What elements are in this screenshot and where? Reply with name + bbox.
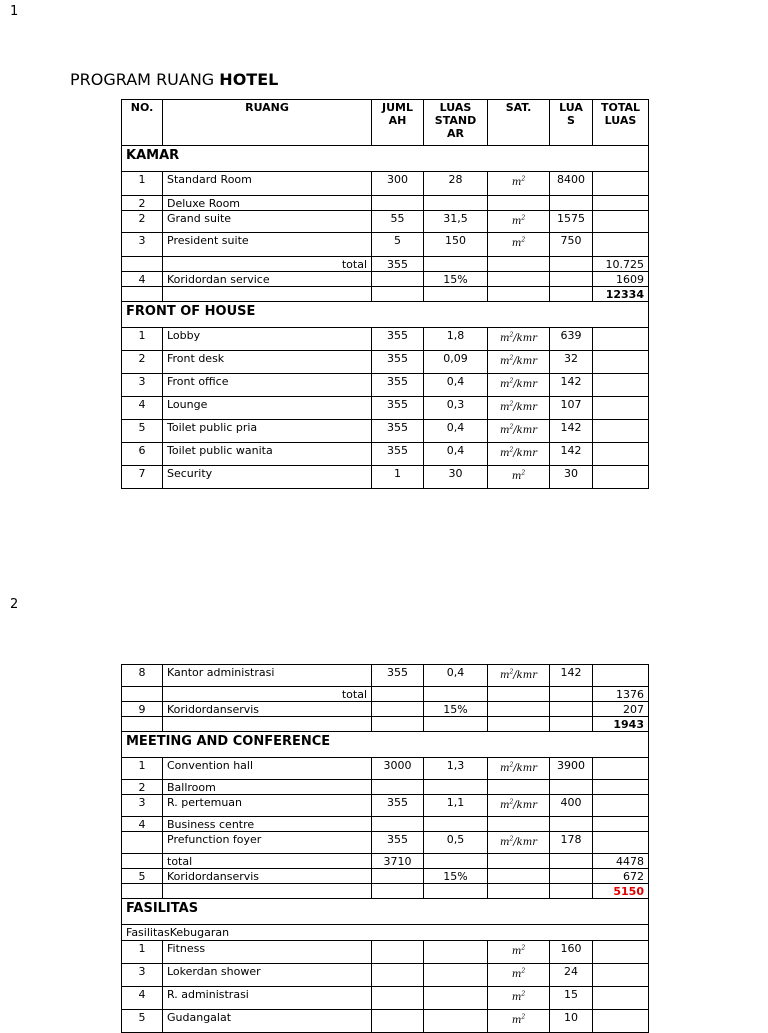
table-row bbox=[122, 420, 649, 443]
row-luas-standar: 1,1 bbox=[424, 795, 488, 817]
row-total bbox=[593, 351, 649, 374]
row-jumlah: 355 bbox=[372, 397, 424, 420]
row-total bbox=[593, 328, 649, 351]
header-jumlah: JUML AH bbox=[372, 100, 424, 146]
row-no: 2 bbox=[122, 351, 163, 374]
row-total bbox=[593, 211, 649, 233]
koridor-total: 1609 bbox=[593, 272, 649, 287]
unit-m2: $m^2$ bbox=[511, 237, 526, 250]
row-luas-standar bbox=[424, 964, 488, 987]
row-ruang: Kantor administrasi bbox=[163, 665, 372, 687]
row-luas-standar: 31,5 bbox=[424, 211, 488, 233]
row-luas-standar: 0,5 bbox=[424, 832, 488, 854]
grand-total: 5150 bbox=[593, 884, 649, 899]
row-no: 8 bbox=[122, 665, 163, 687]
unit-m2-per-kmr: $m^2$/kmr bbox=[499, 332, 537, 345]
row-ruang: Ballroom bbox=[163, 780, 372, 795]
unit-m2: $m^2$ bbox=[511, 215, 526, 228]
row-sat bbox=[488, 964, 550, 987]
row-total bbox=[593, 780, 649, 795]
total-luas: 10.725 bbox=[593, 257, 649, 272]
row-jumlah: 300 bbox=[372, 172, 424, 196]
row-jumlah: 1 bbox=[372, 466, 424, 489]
row-luas: 750 bbox=[550, 233, 593, 257]
header-luas-standar: LUAS STAND AR bbox=[424, 100, 488, 146]
table-row bbox=[122, 702, 649, 717]
row-sat bbox=[488, 420, 550, 443]
row-no: 4 bbox=[122, 987, 163, 1010]
header-luas: LUA S bbox=[550, 100, 593, 146]
total-jumlah: 355 bbox=[372, 257, 424, 272]
row-total bbox=[593, 466, 649, 489]
row-ruang: Lobby bbox=[163, 328, 372, 351]
unit-m2-per-kmr: $m^2$/kmr bbox=[499, 355, 537, 368]
row-luas: 15 bbox=[550, 987, 593, 1010]
koridor-ruang: Koridordanservis bbox=[163, 702, 372, 717]
row-luas-standar bbox=[424, 817, 488, 832]
row-no: 4 bbox=[122, 397, 163, 420]
table-row bbox=[122, 987, 649, 1010]
row-no bbox=[122, 832, 163, 854]
row-no: 5 bbox=[122, 1010, 163, 1033]
unit-m2-per-kmr: $m^2$/kmr bbox=[499, 424, 537, 437]
row-luas: 400 bbox=[550, 795, 593, 817]
row-ruang: Toilet public wanita bbox=[163, 443, 372, 466]
section-title-front-of-house: FRONT OF HOUSE bbox=[122, 302, 649, 328]
koridor-no: 5 bbox=[122, 869, 163, 884]
table-header-row bbox=[122, 100, 649, 146]
row-sat bbox=[488, 172, 550, 196]
koridor-percent: 15% bbox=[424, 869, 488, 884]
unit-m2-per-kmr: $m^2$/kmr bbox=[499, 378, 537, 391]
row-luas: 30 bbox=[550, 466, 593, 489]
table-row bbox=[122, 257, 649, 272]
row-no: 6 bbox=[122, 443, 163, 466]
table-row bbox=[122, 717, 649, 732]
table-row bbox=[122, 780, 649, 795]
unit-m2: $m^2$ bbox=[511, 1014, 526, 1027]
table-row bbox=[122, 687, 649, 702]
row-sat bbox=[488, 795, 550, 817]
subsection-title: FasilitasKebugaran bbox=[122, 925, 649, 941]
row-sat bbox=[488, 328, 550, 351]
row-no: 2 bbox=[122, 780, 163, 795]
table-row bbox=[122, 758, 649, 780]
row-total bbox=[593, 397, 649, 420]
table-row bbox=[122, 795, 649, 817]
row-total bbox=[593, 941, 649, 964]
row-ruang: Security bbox=[163, 466, 372, 489]
table-row bbox=[122, 665, 649, 687]
row-luas: 639 bbox=[550, 328, 593, 351]
room-program-table-page1 bbox=[121, 99, 649, 489]
koridor-ruang: Koridordan service bbox=[163, 272, 372, 287]
row-sat bbox=[488, 941, 550, 964]
row-luas-standar: 1,8 bbox=[424, 328, 488, 351]
header-total-luas: TOTAL LUAS bbox=[593, 100, 649, 146]
row-total bbox=[593, 233, 649, 257]
header-ruang: RUANG bbox=[163, 100, 372, 146]
unit-m2: $m^2$ bbox=[511, 991, 526, 1004]
row-jumlah: 355 bbox=[372, 351, 424, 374]
row-sat bbox=[488, 780, 550, 795]
row-ruang: Standard Room bbox=[163, 172, 372, 196]
row-luas-standar: 0,4 bbox=[424, 420, 488, 443]
unit-m2-per-kmr: $m^2$/kmr bbox=[499, 762, 537, 775]
row-ruang: Front desk bbox=[163, 351, 372, 374]
koridor-ruang: Koridordanservis bbox=[163, 869, 372, 884]
row-no: 1 bbox=[122, 172, 163, 196]
row-ruang: Lounge bbox=[163, 397, 372, 420]
row-luas-standar: 30 bbox=[424, 466, 488, 489]
total-luas: 4478 bbox=[593, 854, 649, 869]
row-total bbox=[593, 758, 649, 780]
koridor-total: 672 bbox=[593, 869, 649, 884]
grand-total: 1943 bbox=[593, 717, 649, 732]
row-sat bbox=[488, 374, 550, 397]
row-sat bbox=[488, 987, 550, 1010]
row-sat bbox=[488, 1010, 550, 1033]
row-no: 4 bbox=[122, 817, 163, 832]
table-row bbox=[122, 466, 649, 489]
table-row bbox=[122, 172, 649, 196]
header-sat: SAT. bbox=[488, 100, 550, 146]
row-luas: 3900 bbox=[550, 758, 593, 780]
row-jumlah: 355 bbox=[372, 420, 424, 443]
section-title-meeting: MEETING AND CONFERENCE bbox=[122, 732, 649, 758]
koridor-no: 9 bbox=[122, 702, 163, 717]
row-total bbox=[593, 374, 649, 397]
row-luas: 142 bbox=[550, 374, 593, 397]
unit-m2-per-kmr: $m^2$/kmr bbox=[499, 447, 537, 460]
row-luas: 142 bbox=[550, 665, 593, 687]
table-row bbox=[122, 854, 649, 869]
row-total bbox=[593, 795, 649, 817]
row-luas: 8400 bbox=[550, 172, 593, 196]
row-luas bbox=[550, 780, 593, 795]
unit-m2-per-kmr: $m^2$/kmr bbox=[499, 401, 537, 414]
row-sat bbox=[488, 443, 550, 466]
row-no: 7 bbox=[122, 466, 163, 489]
row-luas-standar bbox=[424, 196, 488, 211]
row-luas-standar: 0,3 bbox=[424, 397, 488, 420]
row-sat bbox=[488, 351, 550, 374]
row-sat bbox=[488, 397, 550, 420]
row-total bbox=[593, 196, 649, 211]
total-luas: 1376 bbox=[593, 687, 649, 702]
total-label: total bbox=[163, 854, 372, 869]
koridor-percent: 15% bbox=[424, 272, 488, 287]
row-jumlah: 355 bbox=[372, 328, 424, 351]
page-number: 1 bbox=[10, 4, 19, 19]
table-row bbox=[122, 964, 649, 987]
row-jumlah: 355 bbox=[372, 665, 424, 687]
row-luas bbox=[550, 196, 593, 211]
row-jumlah bbox=[372, 987, 424, 1010]
row-jumlah: 5 bbox=[372, 233, 424, 257]
row-jumlah: 355 bbox=[372, 443, 424, 466]
row-no: 1 bbox=[122, 328, 163, 351]
page-title bbox=[70, 70, 278, 89]
row-sat bbox=[488, 832, 550, 854]
row-luas-standar: 0,4 bbox=[424, 374, 488, 397]
row-luas-standar: 0,09 bbox=[424, 351, 488, 374]
row-jumlah bbox=[372, 817, 424, 832]
row-luas-standar: 0,4 bbox=[424, 443, 488, 466]
row-luas: 142 bbox=[550, 420, 593, 443]
row-luas-standar: 150 bbox=[424, 233, 488, 257]
row-luas-standar: 0,4 bbox=[424, 665, 488, 687]
total-label: total bbox=[163, 257, 372, 272]
table-row bbox=[122, 817, 649, 832]
row-no: 2 bbox=[122, 211, 163, 233]
title-prefix: PROGRAM RUANG bbox=[70, 70, 220, 89]
row-sat bbox=[488, 817, 550, 832]
table-row bbox=[122, 272, 649, 287]
row-total bbox=[593, 1010, 649, 1033]
row-luas bbox=[550, 817, 593, 832]
row-luas-standar bbox=[424, 941, 488, 964]
table-row bbox=[122, 196, 649, 211]
row-luas: 178 bbox=[550, 832, 593, 854]
row-ruang: Convention hall bbox=[163, 758, 372, 780]
row-ruang: Deluxe Room bbox=[163, 196, 372, 211]
row-jumlah: 355 bbox=[372, 795, 424, 817]
row-no: 3 bbox=[122, 795, 163, 817]
row-total bbox=[593, 443, 649, 466]
row-total bbox=[593, 172, 649, 196]
row-sat bbox=[488, 211, 550, 233]
row-no: 3 bbox=[122, 964, 163, 987]
room-program-table-page2 bbox=[121, 664, 649, 1033]
row-no: 2 bbox=[122, 196, 163, 211]
row-ruang: Toilet public pria bbox=[163, 420, 372, 443]
row-luas: 160 bbox=[550, 941, 593, 964]
table-row bbox=[122, 832, 649, 854]
table-row bbox=[122, 233, 649, 257]
row-luas: 10 bbox=[550, 1010, 593, 1033]
row-sat bbox=[488, 665, 550, 687]
title-bold: HOTEL bbox=[219, 70, 279, 89]
row-luas: 1575 bbox=[550, 211, 593, 233]
unit-m2: $m^2$ bbox=[511, 470, 526, 483]
row-ruang: Grand suite bbox=[163, 211, 372, 233]
row-total bbox=[593, 420, 649, 443]
row-jumlah bbox=[372, 1010, 424, 1033]
table-row bbox=[122, 869, 649, 884]
unit-m2-per-kmr: $m^2$/kmr bbox=[499, 799, 537, 812]
unit-m2-per-kmr: $m^2$/kmr bbox=[499, 836, 537, 849]
table-row bbox=[122, 351, 649, 374]
row-ruang: R. administrasi bbox=[163, 987, 372, 1010]
row-luas: 24 bbox=[550, 964, 593, 987]
table-row bbox=[122, 374, 649, 397]
section-title-kamar: KAMAR bbox=[122, 146, 649, 172]
table-row bbox=[122, 287, 649, 302]
row-jumlah bbox=[372, 780, 424, 795]
row-jumlah bbox=[372, 196, 424, 211]
row-luas-standar bbox=[424, 987, 488, 1010]
total-jumlah: 3710 bbox=[372, 854, 424, 869]
row-luas-standar bbox=[424, 1010, 488, 1033]
row-luas-standar bbox=[424, 780, 488, 795]
table-row bbox=[122, 884, 649, 899]
page-number: 2 bbox=[10, 597, 19, 612]
row-luas: 32 bbox=[550, 351, 593, 374]
table-row bbox=[122, 1010, 649, 1033]
row-total bbox=[593, 832, 649, 854]
row-luas: 107 bbox=[550, 397, 593, 420]
row-sat bbox=[488, 196, 550, 211]
row-no: 5 bbox=[122, 420, 163, 443]
row-ruang: Front office bbox=[163, 374, 372, 397]
row-total bbox=[593, 987, 649, 1010]
row-ruang: R. pertemuan bbox=[163, 795, 372, 817]
table-row bbox=[122, 941, 649, 964]
header-no: NO. bbox=[122, 100, 163, 146]
unit-m2: $m^2$ bbox=[511, 945, 526, 958]
row-luas: 142 bbox=[550, 443, 593, 466]
row-ruang: Fitness bbox=[163, 941, 372, 964]
table-row bbox=[122, 211, 649, 233]
total-label: total bbox=[163, 687, 372, 702]
section-title-fasilitas: FASILITAS bbox=[122, 899, 649, 925]
row-no: 3 bbox=[122, 374, 163, 397]
row-jumlah: 355 bbox=[372, 374, 424, 397]
row-total bbox=[593, 817, 649, 832]
table-row bbox=[122, 328, 649, 351]
row-total bbox=[593, 665, 649, 687]
row-jumlah bbox=[372, 941, 424, 964]
unit-m2: $m^2$ bbox=[511, 176, 526, 189]
row-sat bbox=[488, 466, 550, 489]
row-jumlah: 55 bbox=[372, 211, 424, 233]
row-jumlah: 355 bbox=[372, 832, 424, 854]
table-row bbox=[122, 397, 649, 420]
row-sat bbox=[488, 758, 550, 780]
table-row bbox=[122, 443, 649, 466]
row-luas-standar: 28 bbox=[424, 172, 488, 196]
row-ruang: Business centre bbox=[163, 817, 372, 832]
row-ruang: Lokerdan shower bbox=[163, 964, 372, 987]
koridor-total: 207 bbox=[593, 702, 649, 717]
row-ruang: Prefunction foyer bbox=[163, 832, 372, 854]
row-ruang: President suite bbox=[163, 233, 372, 257]
row-luas-standar: 1,3 bbox=[424, 758, 488, 780]
row-no: 1 bbox=[122, 941, 163, 964]
unit-m2-per-kmr: $m^2$/kmr bbox=[499, 669, 537, 682]
koridor-no: 4 bbox=[122, 272, 163, 287]
unit-m2: $m^2$ bbox=[511, 968, 526, 981]
row-no: 1 bbox=[122, 758, 163, 780]
grand-total: 12334 bbox=[593, 287, 649, 302]
row-jumlah: 3000 bbox=[372, 758, 424, 780]
row-no: 3 bbox=[122, 233, 163, 257]
row-jumlah bbox=[372, 964, 424, 987]
row-sat bbox=[488, 233, 550, 257]
koridor-percent: 15% bbox=[424, 702, 488, 717]
row-ruang: Gudangalat bbox=[163, 1010, 372, 1033]
row-total bbox=[593, 964, 649, 987]
